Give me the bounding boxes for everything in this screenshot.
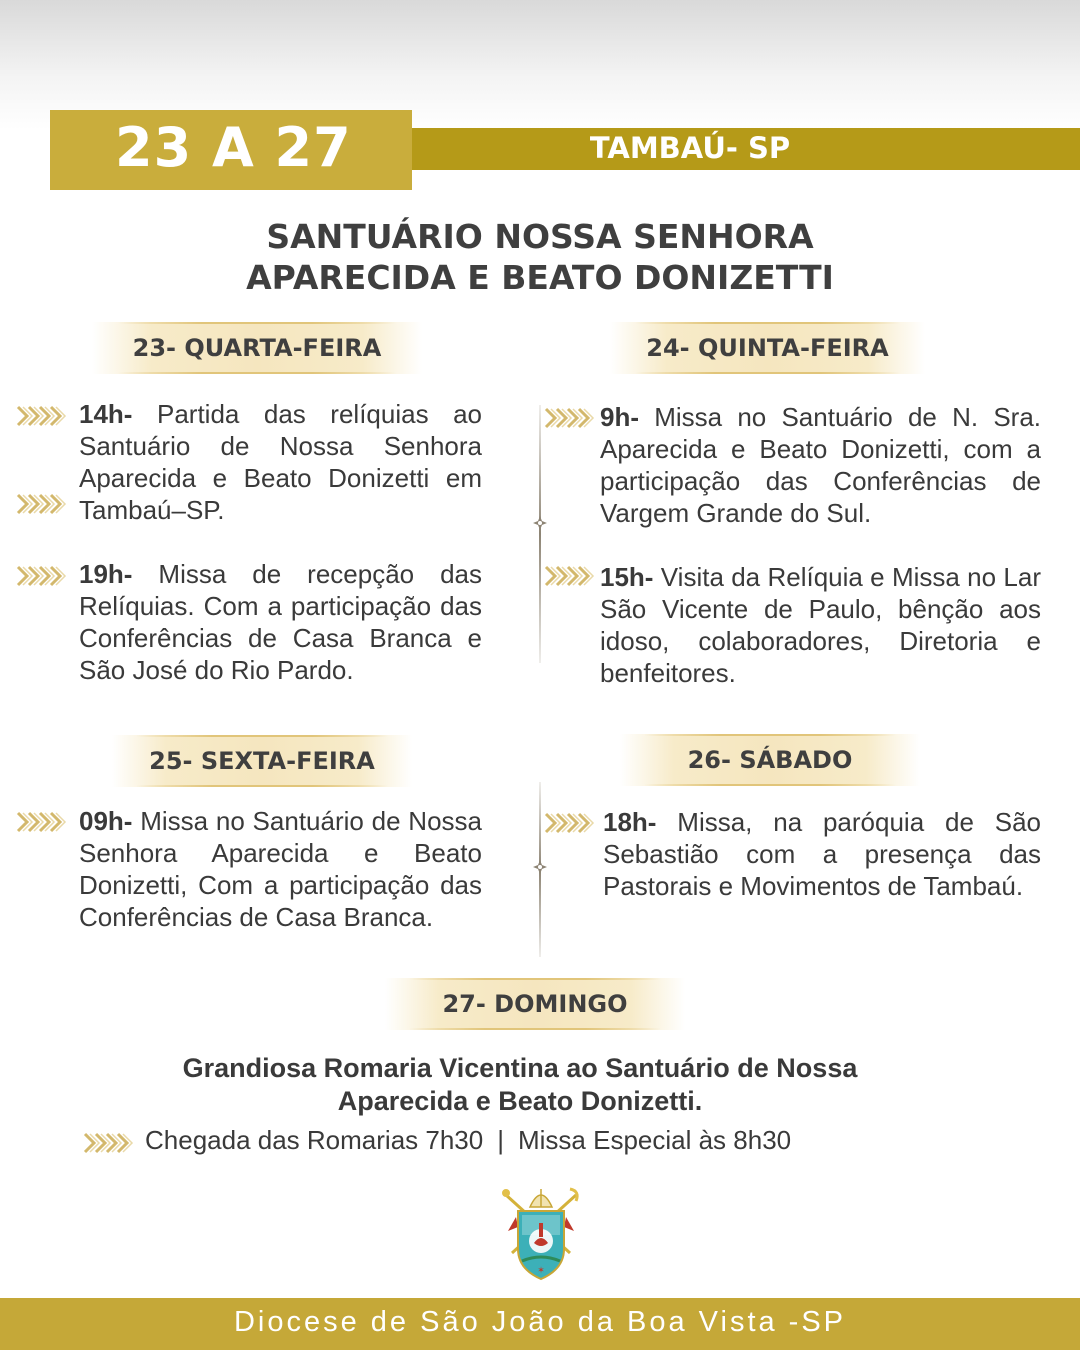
entry-text: Partida das relíquias ao Santuário de Nossa Senhora Aparecida e Beato Donizetti em Tambaú–SP.: [79, 399, 482, 525]
mass-time: Missa Especial às 8h30: [517, 1125, 792, 1155]
entry-time: 09h-: [79, 806, 133, 836]
chevrons-icon: [83, 1131, 135, 1155]
divider-ornament-icon: [532, 515, 548, 531]
entry-text: Missa no Santuário de Nossa Senhora Aparecida e Beato Donizetti, Com a participação das Conferências de Casa Branca.: [79, 806, 482, 932]
schedule-entry: [600, 561, 1041, 689]
divider-ornament-icon: [532, 859, 548, 875]
entry-time: 18h-: [603, 807, 657, 837]
svg-text:✶: ✶: [537, 1266, 545, 1276]
day-label-quinta: 24- QUINTA-FEIRA: [610, 322, 925, 374]
sunday-times: [145, 1124, 791, 1156]
entry-time: 15h-: [600, 562, 654, 592]
entry-text: Visita da Relíquia e Missa no Lar São Vicente de Paulo, bênção aos idoso, colaboradores, Diretoria e benfeitores.: [600, 562, 1041, 688]
chevrons-icon: [544, 406, 596, 430]
separator: |: [497, 1125, 504, 1155]
entry-time: 9h-: [600, 402, 639, 432]
sunday-title-line-2: Aparecida e Beato Donizetti.: [337, 1086, 703, 1116]
chevrons-icon: [544, 564, 596, 588]
title-line-2: APARECIDA E BEATO DONIZETTI: [246, 258, 834, 297]
chevrons-icon: [544, 811, 596, 835]
chevrons-icon: [16, 810, 68, 834]
entry-text: Missa no Santuário de N. Sra. Aparecida e Beato Donizetti, com a participação das Conferências de Vargem Grande do Sul.: [600, 402, 1041, 528]
page-title: [140, 216, 940, 298]
column-divider: [539, 405, 541, 663]
schedule-entry: [600, 401, 1041, 529]
schedule-entry: [603, 806, 1041, 902]
chevrons-icon: [16, 492, 68, 516]
entry-text: Missa de recepção das Relíquias. Com a participação das Conferências de Casa Branca e São José do Rio Pardo.: [79, 559, 482, 685]
chevrons-icon: [16, 564, 68, 588]
schedule-entry: [79, 805, 482, 933]
date-range: 23 A 27: [115, 116, 352, 179]
arrival-time: Chegada das Romarias 7h30: [145, 1125, 484, 1155]
title-line-1: SANTUÁRIO NOSSA SENHORA: [266, 217, 814, 256]
schedule-entry: [79, 398, 482, 526]
entry-text: Missa, na paróquia de São Sebastião com a presença das Pastorais e Movimentos de Tambaú.: [603, 807, 1041, 901]
sunday-title: [120, 1052, 920, 1118]
location-label: TAMBAÚ- SP: [589, 131, 791, 165]
day-label-domingo: 27- DOMINGO: [385, 978, 685, 1030]
schedule-entry: [79, 558, 482, 686]
sunday-title-line-1: Grandiosa Romaria Vicentina ao Santuário de Nossa: [182, 1053, 858, 1083]
day-label-quarta: 23- QUARTA-FEIRA: [92, 322, 422, 374]
diocese-crest-icon: [500, 1183, 582, 1285]
entry-time: 19h-: [79, 559, 133, 589]
entry-time: 14h-: [79, 399, 133, 429]
chevrons-icon: [16, 404, 68, 428]
day-label-sabado: 26- SÁBADO: [620, 734, 920, 786]
day-label-sexta: 25- SEXTA-FEIRA: [112, 735, 412, 787]
footer-text: Diocese de São João da Boa Vista -SP: [233, 1306, 847, 1338]
